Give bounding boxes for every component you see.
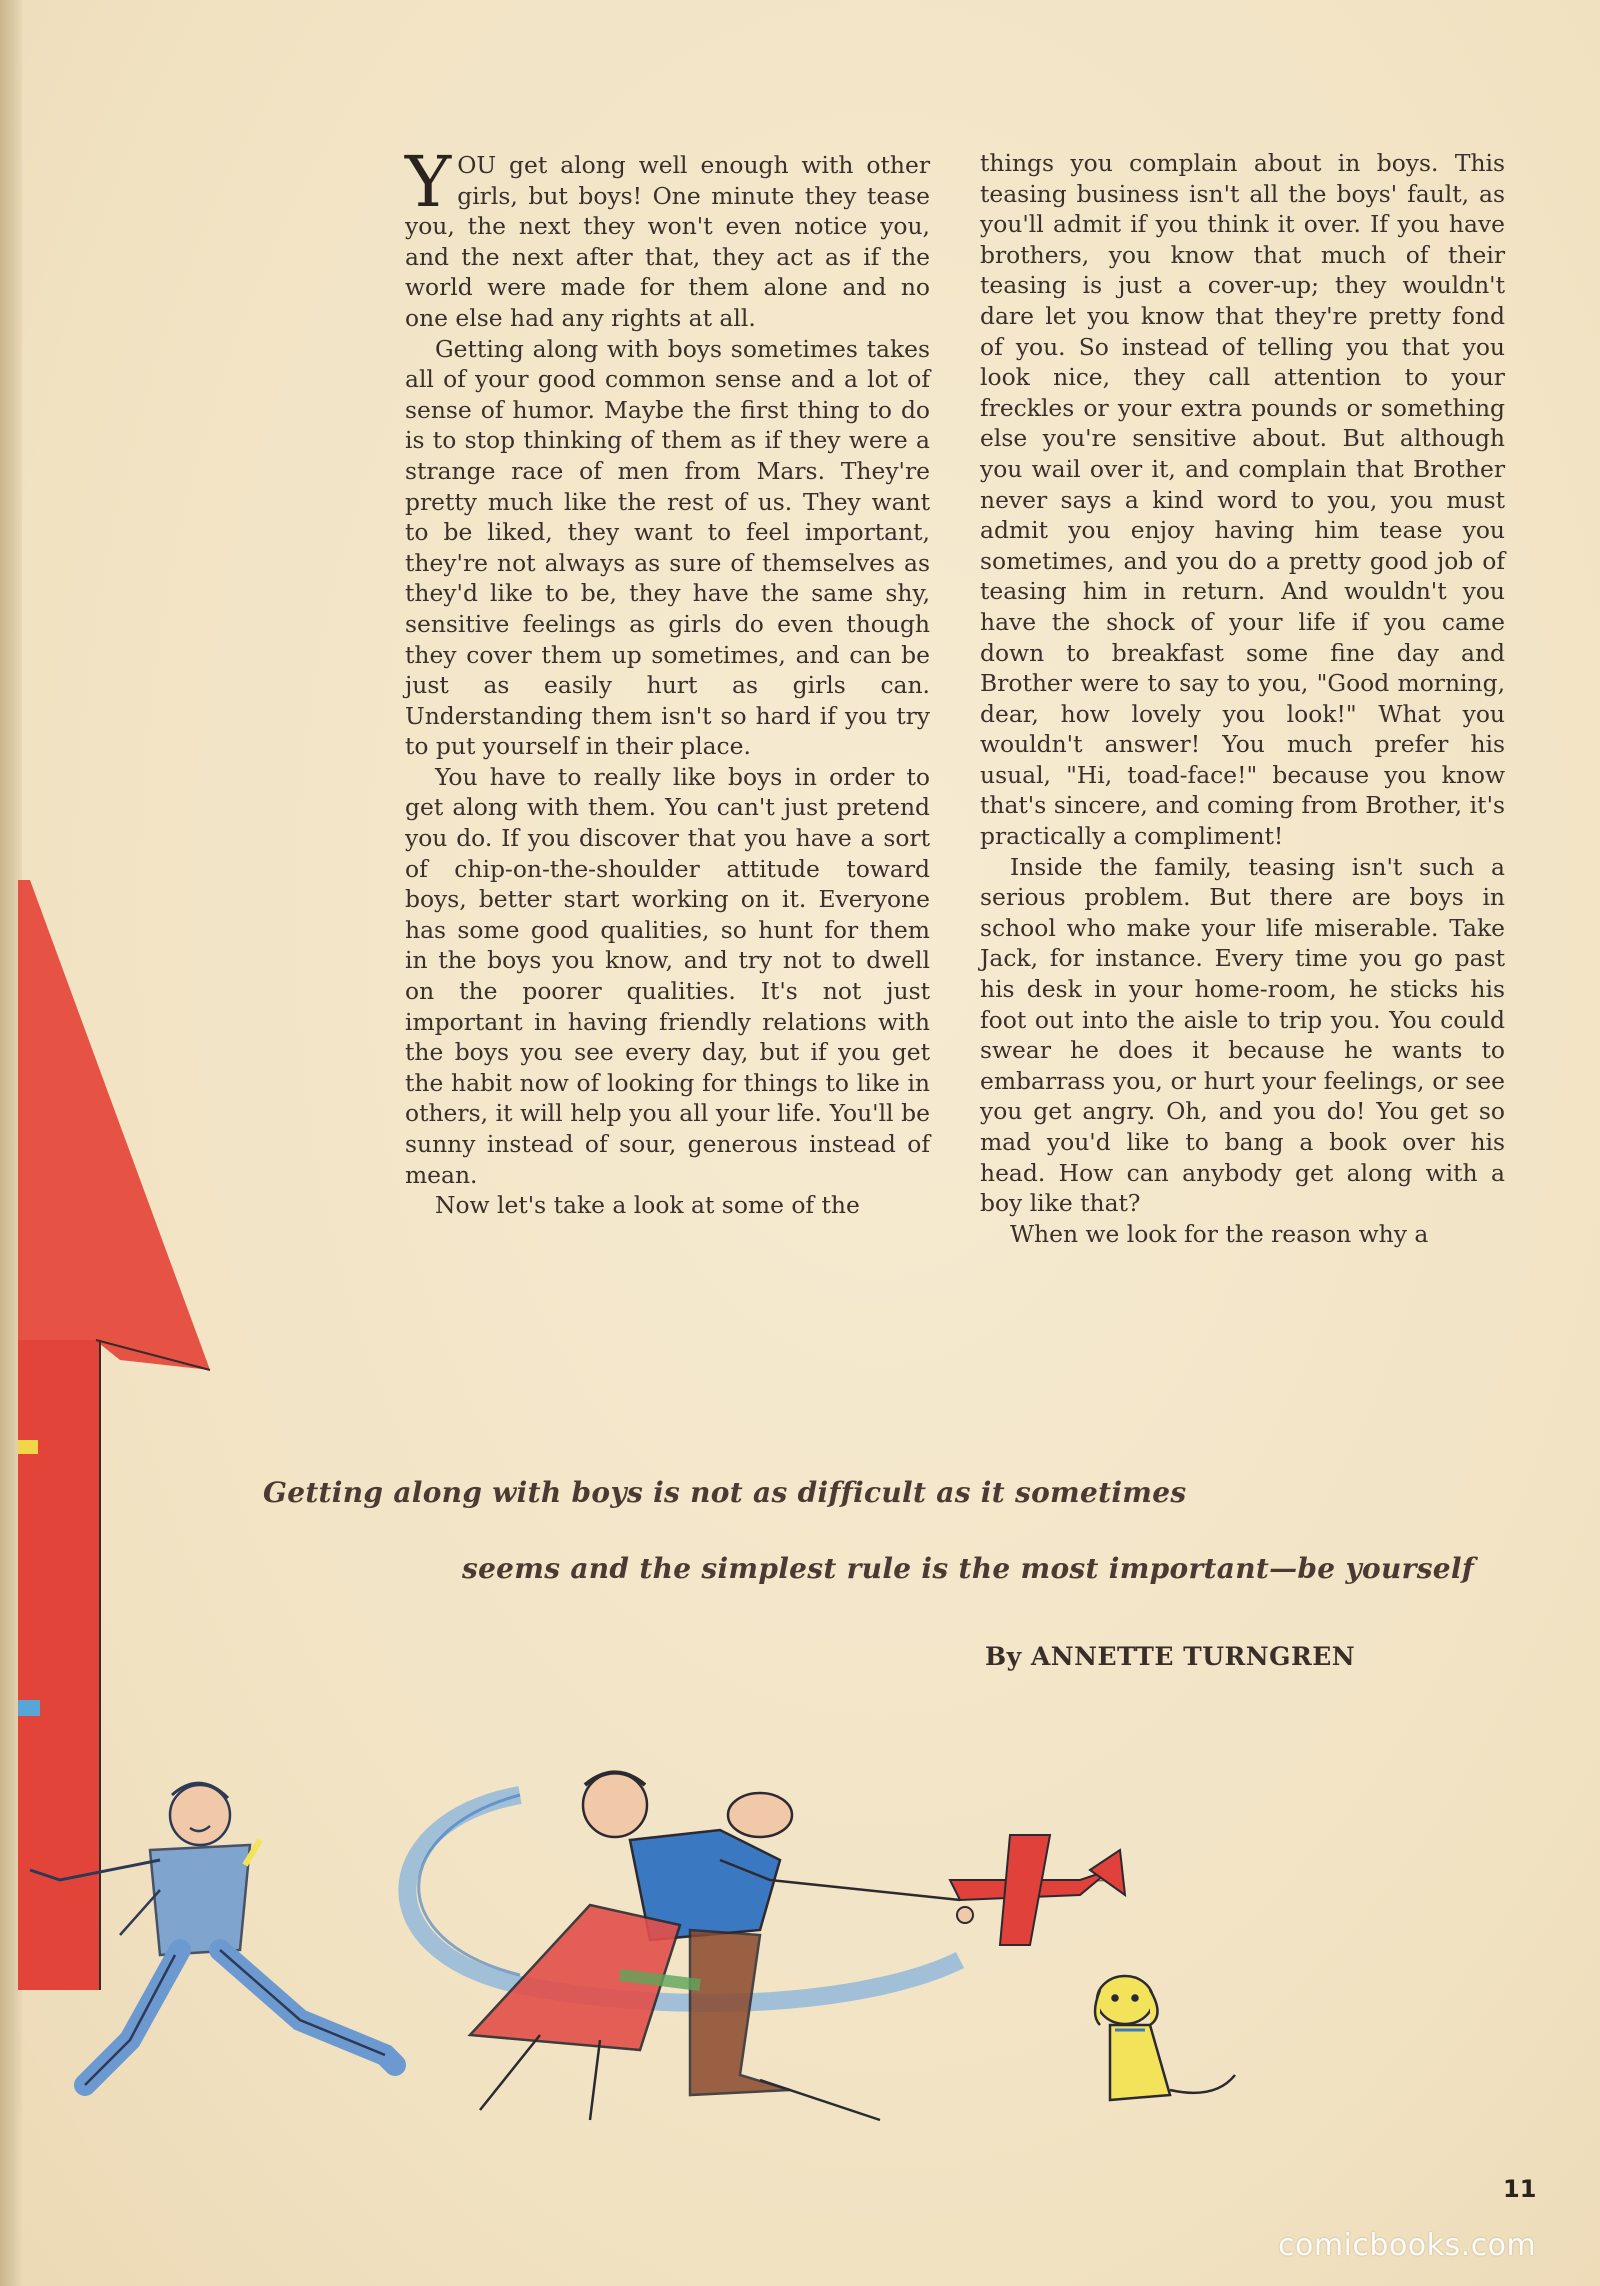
article-subtitle-line-1: Getting along with boys is not as difficult as it sometimes xyxy=(263,1476,1187,1509)
boy-pants xyxy=(690,1930,790,2095)
page-number: 11 xyxy=(1503,2175,1537,2203)
toy-airplane-illustration xyxy=(950,1835,1125,1945)
article-subtitle-line-2: seems and the simplest rule is the most important—be yourself xyxy=(462,1552,1475,1585)
drop-cap: Y xyxy=(405,141,452,223)
paragraph-4: Now let's take a look at some of the xyxy=(435,1191,860,1220)
paragraph-3: You have to really like boys in order to get along with them. You can't just pretend you do. If you discover that you have a sort of chip-on-the-shoulder attitude toward boys, better start working on it. Everyone has some good qualities, so hunt for them in the boys you know, and try not to dwell on the poorer qualities. It's not just important in having friendly relations with the boys you see every day, but if you get the habit now of looking for things to like in others, it will help you all your life. You'll be sunny instead of sour, generous instead of mean. xyxy=(405,762,930,1189)
article-byline: By ANNETTE TURNGREN xyxy=(985,1642,1356,1671)
paragraph-6: Inside the family, teasing isn't such a serious problem. But there are boys in school who make your life miserable. Take Jack, for instance. Every time you go past his desk in your home-room, he sticks his foot out into the aisle to trip you. You could swear he does it because he wants to embarrass you, or hurt your feelings, or see you get angry. Oh, and you do! You get so mad you'd like to bang a book over his head. How can anybody get along with a boy like that? xyxy=(980,852,1505,1218)
puppy-head xyxy=(1097,1976,1153,2024)
paragraph-2: Getting along with boys sometimes takes all of your good common sense and a lot of sense of humor. Maybe the first thing to do is to stop thinking of them as if they were a strange race of men from Mars. They're pretty much like the rest of us. They want to be liked, they want to feel important, they're not always as sure of themselves as they'd like to be, they have the same shy, sensitive feelings as girls do even though they cover them up sometimes, and can be just as easily hurt as girls can. Understanding them isn't so hard if you try to put yourself in their place. xyxy=(405,334,930,761)
boy-head xyxy=(170,1785,230,1845)
puppy-body xyxy=(1110,2025,1170,2100)
watermark-text: comicbooks.com xyxy=(1278,2228,1537,2263)
paragraph-1-text: OU get along well enough with other girls, but boys! One minute they tease you, the next they won't even notice you, and the next after that, they act as if the world were made for them alone and no one else had any rights at all. xyxy=(405,151,930,332)
boy-body xyxy=(150,1845,250,1955)
boy-legs xyxy=(85,1950,395,2085)
puppy-illustration xyxy=(1095,1976,1235,2100)
paragraph-7: When we look for the reason why a xyxy=(1010,1219,1429,1248)
paragraph-5: things you complain about in boys. This teasing business isn't all the boys' fault, as you'll admit if you think it over. If you have brothers, you know that much of their teasing is just a cover-up; they wouldn't dare let you know that they're pretty fond of you. So instead of telling you that you look nice, they call attention to your freckles or your extra pounds or something else you're sensitive about. But although you wail over it, and complain that Brother never says a kind word to you, you must admit you enjoy having him tease you sometimes, and you do a pretty good job of teasing him in return. And wouldn't you have the shock of your life if you came down to breakfast some fine day and Brother were to say to you, "Good morning, dear, how lovely you look!" What you wouldn't answer! You much prefer his usual, "Hi, toad-face!" because you know that's sincere, and coming from Brother, it's practically a compliment! xyxy=(980,149,1505,851)
dancing-couple-illustration xyxy=(470,1773,960,2121)
girl-head xyxy=(583,1773,647,1837)
house-wall xyxy=(18,1340,100,1990)
